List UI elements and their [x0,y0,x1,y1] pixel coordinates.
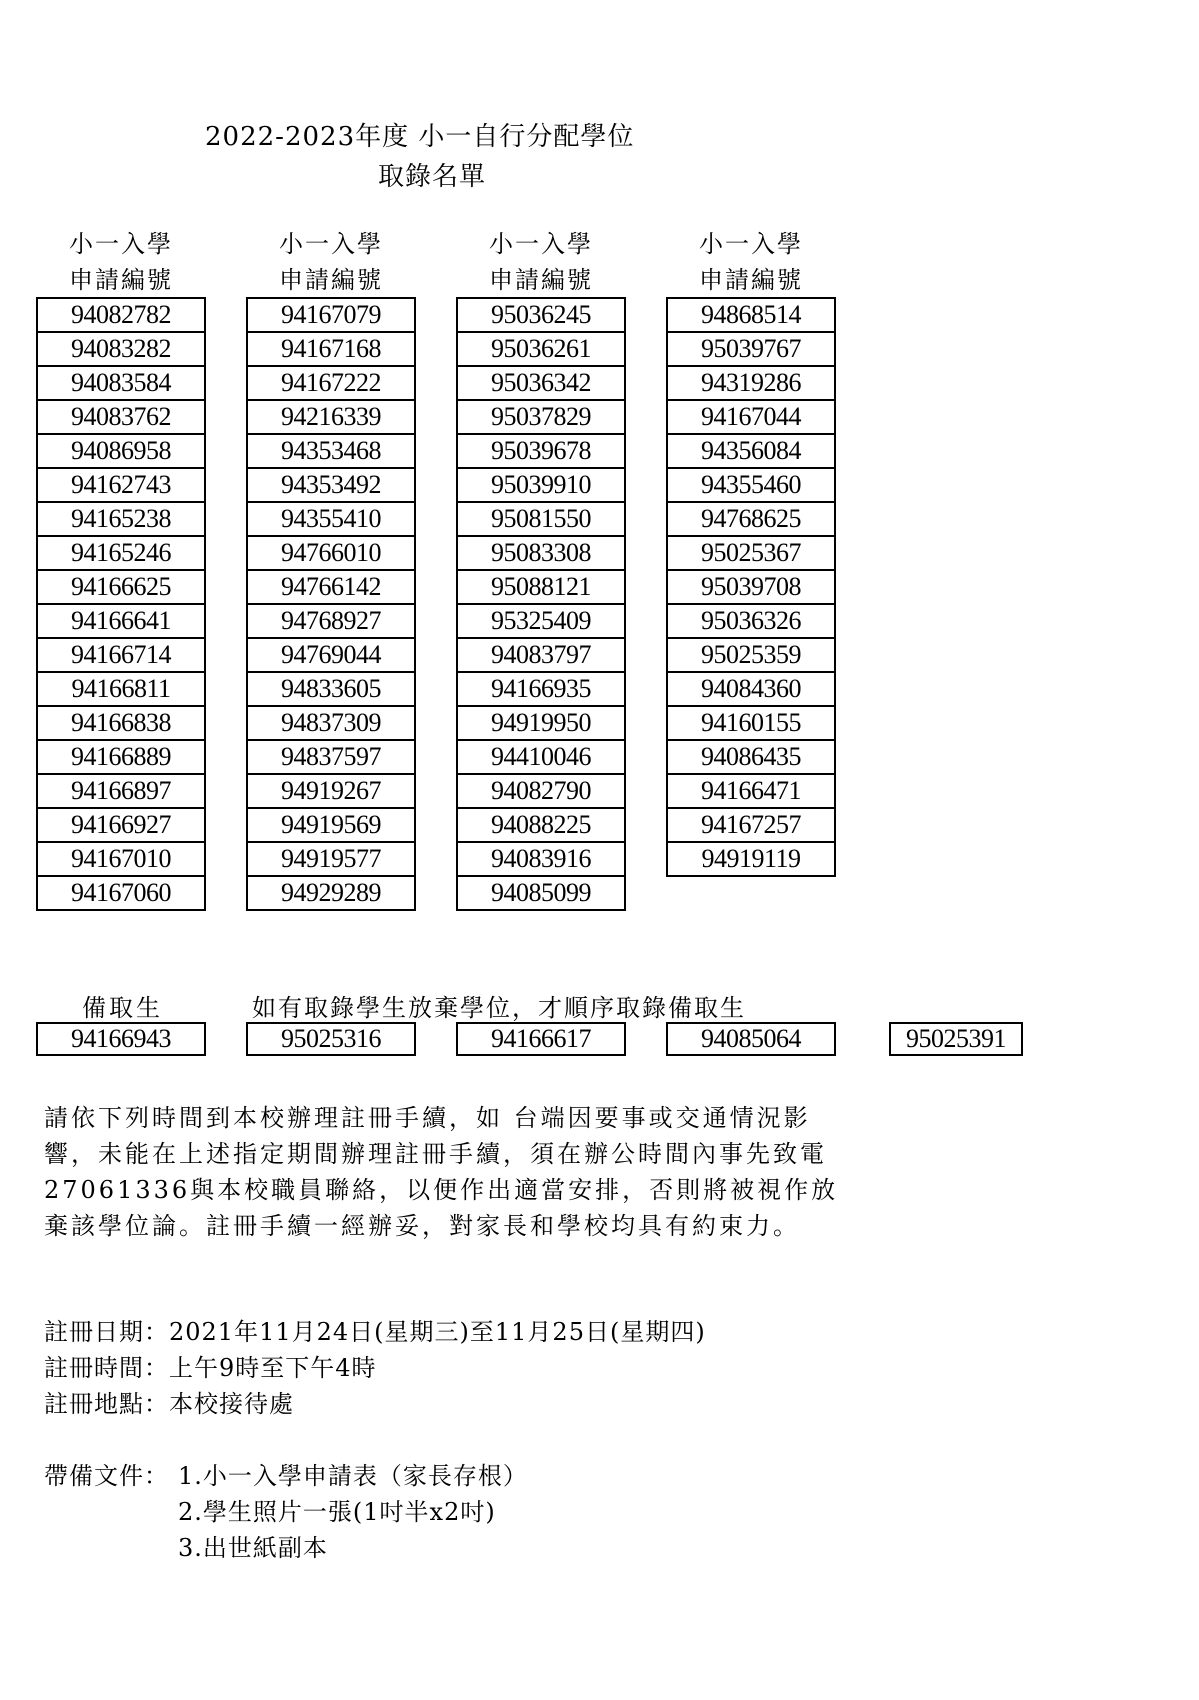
application-number: 95036261 [457,332,625,366]
table-row [37,740,205,774]
application-number: 94355460 [667,468,835,502]
application-number: 94082782 [37,298,205,332]
table-row [247,468,415,502]
application-number: 94837597 [247,740,415,774]
table-row [247,740,415,774]
table-row [457,808,625,842]
application-number: 94167168 [247,332,415,366]
table-row [457,740,625,774]
table-row [667,502,835,536]
waitlist-number: 95025391 [889,1022,1023,1056]
table-row [457,400,625,434]
table-row [667,842,835,876]
table-row [667,434,835,468]
application-number: 94167044 [667,400,835,434]
application-number: 94083282 [37,332,205,366]
application-number: 94319286 [667,366,835,400]
documents-label: 帶備文件： [44,1462,169,1490]
application-number: 94868514 [667,298,835,332]
table-row [247,672,415,706]
application-number: 94356084 [667,434,835,468]
table-row [457,502,625,536]
application-number: 95039708 [667,570,835,604]
application-number: 94166935 [457,672,625,706]
application-number: 94167060 [37,876,205,910]
table-row [667,468,835,502]
table-row [37,672,205,706]
application-number: 94929289 [247,876,415,910]
application-number: 94766142 [247,570,415,604]
admission-table-3 [456,297,626,911]
table-row [37,808,205,842]
table-row [37,332,205,366]
table-row [457,604,625,638]
table-row [247,808,415,842]
waitlist-number: 94166617 [456,1022,626,1056]
application-number: 94082790 [457,774,625,808]
table-row [457,332,625,366]
application-number: 94766010 [247,536,415,570]
table-row [667,706,835,740]
application-number: 94355410 [247,502,415,536]
table-row [247,298,415,332]
waitlist-number: 94085064 [666,1022,836,1056]
application-number: 94166927 [37,808,205,842]
table-row [667,298,835,332]
table-row [37,434,205,468]
application-number: 94166811 [37,672,205,706]
application-number: 94083584 [37,366,205,400]
table-row [247,876,415,910]
application-number: 94083797 [457,638,625,672]
registration-place: 註冊地點：本校接待處 [44,1390,294,1418]
application-number: 94083762 [37,400,205,434]
column-header-2 [246,226,416,298]
registration-time: 註冊時間：上午9時至下午4時 [44,1354,377,1382]
waitlist-label: 備取生 [82,994,163,1022]
application-number: 94167222 [247,366,415,400]
application-number: 94919569 [247,808,415,842]
table-row [457,468,625,502]
table-row [37,774,205,808]
table-row [457,298,625,332]
table-row [37,842,205,876]
application-number: 94410046 [457,740,625,774]
application-number: 94166714 [37,638,205,672]
application-number: 94166838 [37,706,205,740]
table-row [457,366,625,400]
table-row [667,536,835,570]
admission-table-1 [36,297,206,911]
table-row [667,740,835,774]
application-number: 95036245 [457,298,625,332]
table-row [457,570,625,604]
application-number: 94085099 [457,876,625,910]
application-number: 94353468 [247,434,415,468]
table-row [247,706,415,740]
application-number: 94919119 [667,842,835,876]
table-row [37,298,205,332]
table-row [37,638,205,672]
table-row [667,604,835,638]
application-number: 94768625 [667,502,835,536]
application-number: 94166471 [667,774,835,808]
application-number: 95039910 [457,468,625,502]
waitlist-number: 95025316 [246,1022,416,1056]
table-row [247,332,415,366]
table-row [247,502,415,536]
application-number: 94919577 [247,842,415,876]
column-header-4 [666,226,836,298]
application-number: 94166897 [37,774,205,808]
table-row [37,502,205,536]
column-header-line1: 小一入學 [69,230,173,258]
column-header-line2: 申請編號 [699,266,803,294]
column-header-3 [456,226,626,298]
table-row [667,570,835,604]
waitlist-number: 94166943 [36,1022,206,1056]
table-row [247,400,415,434]
application-number: 94165246 [37,536,205,570]
page-subtitle: 取錄名單 [378,162,487,192]
table-row [457,774,625,808]
table-row [667,672,835,706]
table-row [247,774,415,808]
application-number: 94084360 [667,672,835,706]
table-row [667,638,835,672]
table-row [667,808,835,842]
application-number: 94083916 [457,842,625,876]
table-row [457,536,625,570]
application-number: 95025359 [667,638,835,672]
application-number: 94768927 [247,604,415,638]
column-header-1 [36,226,206,298]
admission-table-4 [666,297,836,877]
application-number: 95325409 [457,604,625,638]
table-row [37,366,205,400]
application-number: 94167010 [37,842,205,876]
application-number: 94165238 [37,502,205,536]
table-row [247,536,415,570]
application-number: 95036342 [457,366,625,400]
table-row [667,774,835,808]
table-row [37,468,205,502]
table-row [457,638,625,672]
table-row [247,366,415,400]
table-row [457,842,625,876]
application-number: 94086958 [37,434,205,468]
application-number: 95036326 [667,604,835,638]
application-number: 95081550 [457,502,625,536]
waitlist-note: 如有取錄學生放棄學位，才順序取錄備取生 [252,994,746,1022]
application-number: 94919950 [457,706,625,740]
application-number: 94166889 [37,740,205,774]
application-number: 94167079 [247,298,415,332]
table-row [37,706,205,740]
table-row [37,400,205,434]
table-row [457,876,625,910]
table-row [247,434,415,468]
table-row [457,672,625,706]
application-number: 94833605 [247,672,415,706]
table-row [247,604,415,638]
application-number: 95083308 [457,536,625,570]
document-item: 1.小一入學申請表（家長存根） [178,1462,528,1490]
registration-date: 註冊日期：2021年11月24日(星期三)至11月25日(星期四) [44,1318,706,1346]
application-number: 94837309 [247,706,415,740]
application-number: 94919267 [247,774,415,808]
application-number: 95039678 [457,434,625,468]
table-row [247,570,415,604]
application-number: 95037829 [457,400,625,434]
table-row [247,842,415,876]
table-row [37,570,205,604]
document-item: 2.學生照片一張(1吋半x2吋) [178,1498,496,1526]
column-header-line2: 申請編號 [489,266,593,294]
column-header-line1: 小一入學 [489,230,593,258]
document-item: 3.出世紙副本 [178,1534,328,1562]
application-number: 94160155 [667,706,835,740]
application-number: 94216339 [247,400,415,434]
application-number: 94086435 [667,740,835,774]
application-number: 94162743 [37,468,205,502]
application-number: 95039767 [667,332,835,366]
application-number: 94166625 [37,570,205,604]
table-row [247,638,415,672]
application-number: 94088225 [457,808,625,842]
page-title: 2022-2023年度 小一自行分配學位 [205,122,635,152]
application-number: 94353492 [247,468,415,502]
column-header-line1: 小一入學 [699,230,803,258]
table-row [667,366,835,400]
table-row [37,604,205,638]
application-number: 94167257 [667,808,835,842]
application-number: 94769044 [247,638,415,672]
application-number: 94166641 [37,604,205,638]
registration-instructions: 請依下列時間到本校辦理註冊手續，如 台端因要事或交通情況影響，未能在上述指定期間辦理註冊手續，須在辦公時間內事先致電27061336與本校職員聯絡，以便作出適當安排，否則將被視作放棄該學位論。註冊手續一經辦妥，對家長和學校均具有約束力。 [44,1104,839,1240]
column-header-line2: 申請編號 [69,266,173,294]
table-row [667,400,835,434]
table-row [667,332,835,366]
application-number: 95025367 [667,536,835,570]
column-header-line1: 小一入學 [279,230,383,258]
table-row [457,434,625,468]
table-row [37,536,205,570]
table-row [457,706,625,740]
application-number: 95088121 [457,570,625,604]
column-header-line2: 申請編號 [279,266,383,294]
admission-table-2 [246,297,416,911]
table-row [37,876,205,910]
